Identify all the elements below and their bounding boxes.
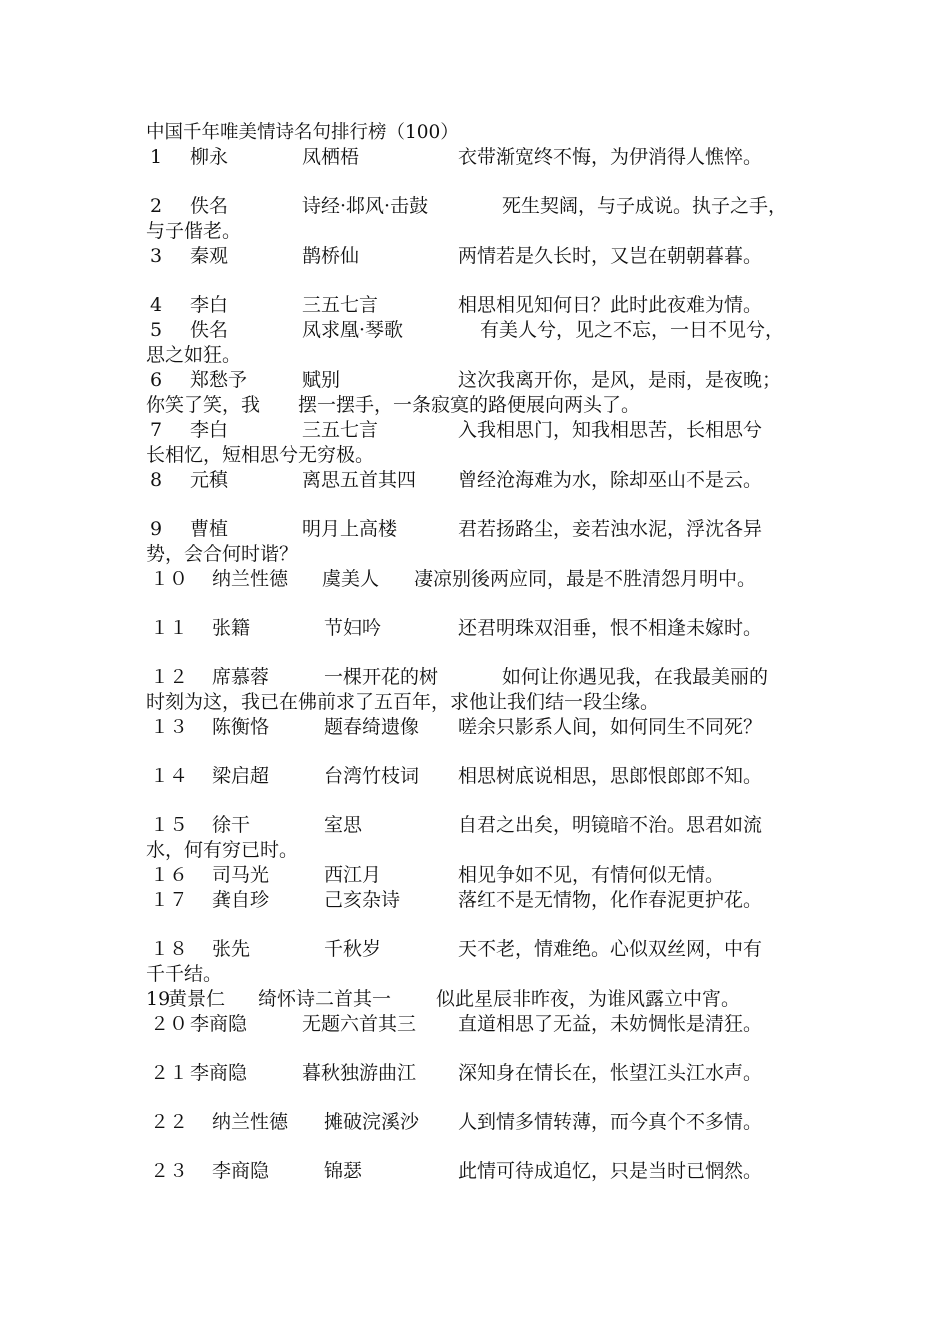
entry-verse: 还君明珠双泪垂，恨不相逢未嫁时。 (458, 617, 763, 639)
entry-row (146, 616, 818, 641)
entry-row (146, 244, 818, 269)
entry-poem: 赋别 (302, 369, 341, 391)
entry-verse: 衣带渐宽终不悔，为伊消得人憔悴。 (458, 146, 763, 168)
entry-poem: 己亥杂诗 (324, 889, 401, 911)
entry-author: 龚自珍 (212, 889, 270, 911)
entry-author: 司马光 (212, 864, 270, 886)
entry-row (146, 567, 818, 592)
entry-verse-continuation: 长相忆，短相思兮无穷极。 (146, 444, 375, 466)
document-title: 中国千年唯美情诗名句排行榜（100） (146, 122, 459, 143)
entry-number: 8 (150, 469, 163, 491)
entry-row (146, 1012, 818, 1037)
entry-number: 1 (150, 146, 163, 168)
entry-poem: 离思五首其四 (302, 469, 417, 491)
entry-poem: 凤求凰·琴歌 (302, 319, 404, 341)
entry-row (146, 1110, 818, 1135)
entry-poem: 西江月 (324, 864, 382, 886)
entry-author: 席慕蓉 (212, 666, 270, 688)
document-page (146, 120, 818, 1184)
entry-number: 3 (150, 245, 163, 267)
entry-number: １３ (150, 716, 189, 738)
entry-poem: 诗经·邶风·击鼓 (302, 195, 429, 217)
entry-number: １４ (150, 765, 189, 787)
entry-author: 曹植 (190, 518, 229, 540)
entry-verse-continuation: 势，会合何时谐？ (146, 543, 299, 565)
entry-row (146, 368, 818, 393)
entry-number: １１ (150, 617, 189, 639)
entry-row (146, 145, 818, 170)
entry-verse: 两情若是久长时，又岂在朝朝暮暮。 (458, 245, 763, 267)
entry-verse-continuation: 水，何有穷已时。 (146, 839, 299, 861)
entry-row (146, 1159, 818, 1184)
entry-poem: 一棵开花的树 (324, 666, 439, 688)
entry-poem: 节妇吟 (324, 617, 382, 639)
entry-author: 柳永 (190, 146, 229, 168)
entry-poem: 鹊桥仙 (302, 245, 360, 267)
entry-verse: 落红不是无情物，化作春泥更护花。 (458, 889, 763, 911)
entry-poem: 锦瑟 (324, 1160, 363, 1182)
entry-verse: 这次我离开你，是风，是雨，是夜晚； (458, 369, 782, 391)
entry-verse: 凄凉别後两应同，最是不胜清怨月明中。 (414, 568, 757, 590)
entry-author: 张籍 (212, 617, 251, 639)
entry-row (146, 987, 818, 1012)
entry-number: 6 (150, 369, 163, 391)
entry-poem: 千秋岁 (324, 938, 382, 960)
entry-verse: 此情可待成追忆，只是当时已惘然。 (458, 1160, 763, 1182)
entry-number: ２２ (150, 1111, 189, 1133)
entry-row (146, 764, 818, 789)
entry-author: 张先 (212, 938, 251, 960)
entry-author: 徐干 (212, 814, 251, 836)
entry-verse: 人到情多情转薄，而今真个不多情。 (458, 1111, 763, 1133)
entry-verse: 有美人兮，见之不忘，一日不见兮， (480, 319, 785, 341)
entry-author: 郑愁予 (190, 369, 248, 391)
entry-number: 9 (150, 518, 163, 540)
entry-author: 黄景仁 (168, 988, 226, 1010)
entry-verse: 曾经沧海难为水，除却巫山不是云。 (458, 469, 763, 491)
entry-verse: 君若扬路尘，妾若浊水泥，浮沈各异 (458, 518, 763, 540)
entry-number: ２０ (150, 1013, 189, 1035)
entry-author: 李白 (190, 294, 229, 316)
entry-row (146, 937, 818, 962)
entry-author: 纳兰性德 (212, 568, 289, 590)
entry-row (146, 715, 818, 740)
entry-verse: 入我相思门，知我相思苦，长相思兮 (458, 419, 763, 441)
entry-row (146, 318, 818, 343)
entry-author: 秦观 (190, 245, 229, 267)
entry-verse: 天不老，情难绝。心似双丝网，中有 (458, 938, 763, 960)
entry-verse: 相思相见知何日？此时此夜难为情。 (458, 294, 763, 316)
entry-author: 梁启超 (212, 765, 270, 787)
entry-poem: 摊破浣溪沙 (324, 1111, 420, 1133)
entry-poem: 室思 (324, 814, 363, 836)
entry-author: 佚名 (190, 195, 229, 217)
entry-poem: 暮秋独游曲江 (302, 1062, 417, 1084)
entry-verse: 相思树底说相思，思郎恨郎郎不知。 (458, 765, 763, 787)
entry-verse: 相见争如不见，有情何似无情。 (458, 864, 725, 886)
entry-verse: 如何让你遇见我，在我最美丽的 (502, 666, 769, 688)
entry-poem: 明月上高楼 (302, 518, 398, 540)
entry-author: 李商隐 (190, 1062, 248, 1084)
entry-row (146, 468, 818, 493)
entry-author: 李商隐 (212, 1160, 270, 1182)
entry-row (146, 293, 818, 318)
entry-author: 陈衡恪 (212, 716, 270, 738)
entry-author: 元稹 (190, 469, 229, 491)
entry-number: 7 (150, 419, 163, 441)
entry-row (146, 888, 818, 913)
entry-number: １２ (150, 666, 189, 688)
entry-number: １０ (150, 568, 189, 590)
entry-number: １５ (150, 814, 189, 836)
entry-row (146, 517, 818, 542)
entry-row (146, 863, 818, 888)
entry-author: 纳兰性德 (212, 1111, 289, 1133)
entry-number: １６ (150, 864, 189, 886)
entry-verse-continuation: 时刻为这，我已在佛前求了五百年，求他让我们结一段尘缘。 (146, 691, 660, 713)
entry-number: 5 (150, 319, 163, 341)
entry-number: 4 (150, 294, 163, 316)
entry-poem: 无题六首其三 (302, 1013, 417, 1035)
entry-verse: 深知身在情长在，怅望江头江水声。 (458, 1062, 763, 1084)
entry-poem: 台湾竹枝词 (324, 765, 420, 787)
entry-verse-continuation: 千千结。 (146, 963, 223, 985)
entry-verse: 直道相思了无益，未妨惆怅是清狂。 (458, 1013, 763, 1035)
entry-verse-continuation: 思之如狂。 (146, 344, 242, 366)
entry-poem: 题春绮遗像 (324, 716, 420, 738)
entry-verse: 嗟余只影系人间，如何同生不同死？ (458, 716, 763, 738)
entry-number: ２１ (150, 1062, 189, 1084)
entry-author: 佚名 (190, 319, 229, 341)
entry-row (146, 665, 818, 690)
entry-verse-continuation: 与子偕老。 (146, 220, 242, 242)
entry-number: １７ (150, 889, 189, 911)
entry-verse: 似此星辰非昨夜，为谁风露立中宵。 (436, 988, 741, 1010)
entry-number: 2 (150, 195, 163, 217)
entry-row (146, 813, 818, 838)
entry-poem: 虞美人 (322, 568, 380, 590)
entry-author: 李白 (190, 419, 229, 441)
entry-poem: 凤栖梧 (302, 146, 360, 168)
entry-number: １８ (150, 938, 189, 960)
entry-number: 19 (146, 988, 171, 1010)
entry-poem: 三五七言 (302, 294, 379, 316)
entry-row (146, 1061, 818, 1086)
entry-verse: 死生契阔，与子成说。执子之手， (502, 195, 788, 217)
entry-row (146, 418, 818, 443)
entry-number: ２３ (150, 1160, 189, 1182)
entry-poem: 三五七言 (302, 419, 379, 441)
entry-author: 李商隐 (190, 1013, 248, 1035)
entry-verse-continuation: 你笑了笑，我 摆一摆手，一条寂寞的路便展向两头了。 (146, 394, 641, 416)
entry-verse: 自君之出矣，明镜暗不治。思君如流 (458, 814, 763, 836)
entry-row (146, 194, 818, 219)
entry-poem: 绮怀诗二首其一 (258, 988, 392, 1010)
